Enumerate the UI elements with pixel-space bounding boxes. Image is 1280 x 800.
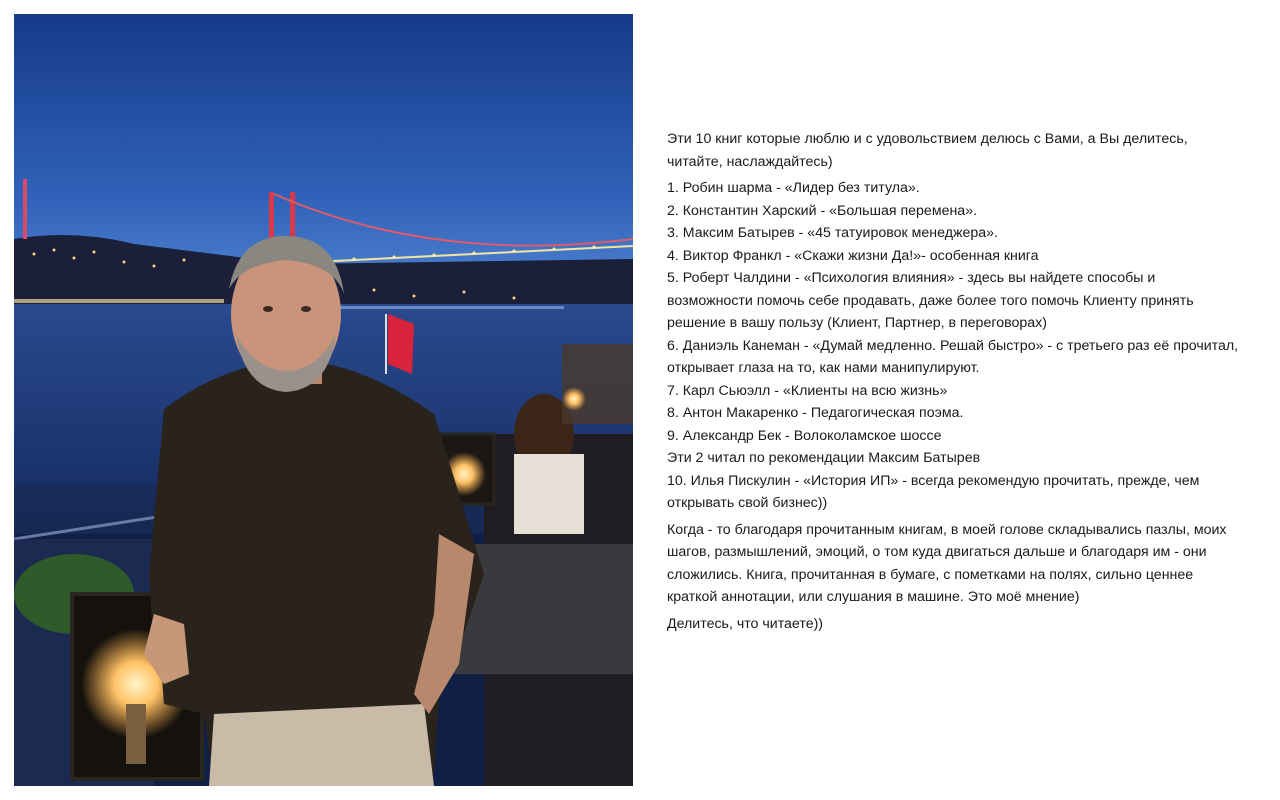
list-item: 1. Робин шарма - «Лидер без титула». xyxy=(667,180,920,196)
list-item: 5. Роберт Чалдини - «Психология влияния» - здесь вы найдете способы и возможности помочь себе продавать, даже более того помочь Клиенту принять решение в вашу пользу (Клиент, Партнер, в переговорах) xyxy=(667,270,1194,331)
list-item: 7. Карл Сьюэлл - «Клиенты на всю жизнь» xyxy=(667,382,948,399)
list-item: 4. Виктор Франкл - «Скажи жизни Да!»- особенная книга xyxy=(667,247,1039,264)
list-item: 3. Максим Батырев - «45 татуировок менеджера». xyxy=(667,225,998,241)
list-item: 6. Даниэль Канеман - «Думай медленно. Решай быстро» - с третьего раз её прочитал, открывает глаза на то, как нами манипулируют. xyxy=(667,337,1239,376)
list-item: 10. Илья Пискулин - «История ИП» - всегда рекомендую прочитать, прежде, чем открывать свой бизнес)) xyxy=(667,472,1200,511)
post-reflection: Когда - то благодаря прочитанным книгам, в моей голове складывались пазлы, моих шагов, размышлений, эмоций, о том куда двигаться дальше и благодаря им - они сложились. Книга, прочитанная в бумаге, с пометками на полях, сильно ценнее краткой аннотации, или слушания в машине. Это моё мнение) xyxy=(667,521,1227,605)
post-photo[interactable] xyxy=(14,14,633,786)
man-at-bosphorus-night-photo xyxy=(14,14,633,786)
list-item: Эти 2 читал по рекомендации Максим Батырев xyxy=(667,450,981,466)
list-item: 2. Константин Харский - «Большая перемена». xyxy=(667,202,978,219)
list-item: 8. Антон Макаренко - Педагогическая поэма. xyxy=(667,405,964,421)
post-outro: Делитесь, что читаете)) xyxy=(667,615,824,632)
list-item: 9. Александр Бек - Волоколамское шоссе xyxy=(667,427,942,444)
post-text xyxy=(667,128,1242,639)
book-list xyxy=(667,177,1242,515)
post-intro: Эти 10 книг которые люблю и с удовольствием делюсь с Вами, а Вы делитесь, читайте, наслаждайтесь) xyxy=(667,131,1188,170)
